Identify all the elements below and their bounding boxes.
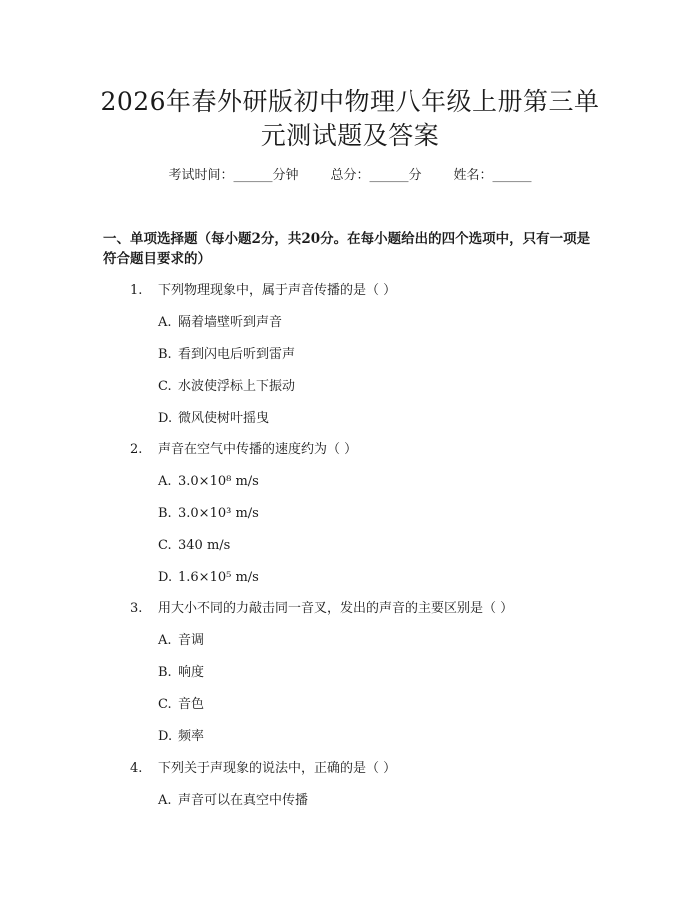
question-3-option-b [158, 663, 204, 683]
option-text: 水波使浮标上下振动 [178, 379, 296, 394]
option-letter: B. [158, 665, 172, 680]
option-letter: A. [158, 633, 172, 648]
question-2 [130, 440, 357, 460]
option-text: 音调 [178, 633, 205, 648]
option-text: 1.6×10⁵ m/s [178, 570, 259, 585]
question-1-option-b [158, 345, 295, 365]
option-text: 看到闪电后听到雷声 [178, 347, 296, 362]
option-text: 340 m/s [178, 538, 231, 553]
option-text: 3.0×10³ m/s [178, 506, 259, 521]
document-title-line-2: 元测试题及答案 [260, 121, 440, 150]
option-text: 音色 [178, 697, 205, 712]
question-text: 用大小不同的力敲击同一音叉，发出的声音的主要区别是（ ） [158, 601, 514, 616]
question-3-option-d [158, 727, 204, 747]
question-1-option-a [158, 313, 282, 333]
option-text: 微风使树叶摇曳 [178, 411, 270, 426]
option-letter: B. [158, 347, 172, 362]
exam-time-label: 考试时间：______分钟 [168, 168, 299, 183]
question-3 [130, 599, 513, 619]
option-letter: A. [158, 315, 172, 330]
section-heading-single-choice: 一、单项选择题（每小题2分，共20分。在每小题给出的四个选项中，只有一项是符合题目要求的） [103, 231, 591, 267]
question-2-option-d [158, 568, 259, 588]
option-letter: C. [158, 538, 172, 553]
option-text: 响度 [178, 665, 205, 680]
option-text: 3.0×10⁸ m/s [178, 474, 259, 489]
question-3-option-c [158, 695, 204, 715]
option-letter: C. [158, 379, 172, 394]
question-text: 下列关于声现象的说法中，正确的是（ ） [158, 761, 397, 776]
option-letter: D. [158, 411, 173, 426]
question-2-option-b [158, 504, 259, 524]
question-number: 1. [130, 283, 143, 298]
question-4 [130, 759, 396, 779]
question-number: 4. [130, 761, 143, 776]
student-name-label: 姓名：______ [453, 168, 532, 183]
option-letter: D. [158, 729, 173, 744]
question-1 [130, 281, 396, 301]
total-score-label: 总分：______分 [330, 168, 422, 183]
option-letter: A. [158, 793, 172, 808]
option-text: 隔着墙壁听到声音 [178, 315, 283, 330]
question-1-option-d [158, 409, 269, 429]
question-4-option-a [158, 791, 308, 811]
question-text: 声音在空气中传播的速度约为（ ） [158, 442, 358, 457]
question-number: 3. [130, 601, 143, 616]
question-2-option-a [158, 472, 259, 492]
question-2-option-c [158, 536, 230, 556]
option-letter: B. [158, 506, 172, 521]
option-text: 声音可以在真空中传播 [178, 793, 309, 808]
question-1-option-c [158, 377, 295, 397]
option-letter: A. [158, 474, 172, 489]
option-text: 频率 [178, 729, 205, 744]
question-3-option-a [158, 631, 204, 651]
option-letter: D. [158, 570, 173, 585]
option-letter: C. [158, 697, 172, 712]
question-text: 下列物理现象中，属于声音传播的是（ ） [158, 283, 397, 298]
question-number: 2. [130, 442, 143, 457]
exam-info-line [0, 166, 700, 186]
document-title-line-1: 2026年春外研版初中物理八年级上册第三单 [100, 87, 600, 116]
